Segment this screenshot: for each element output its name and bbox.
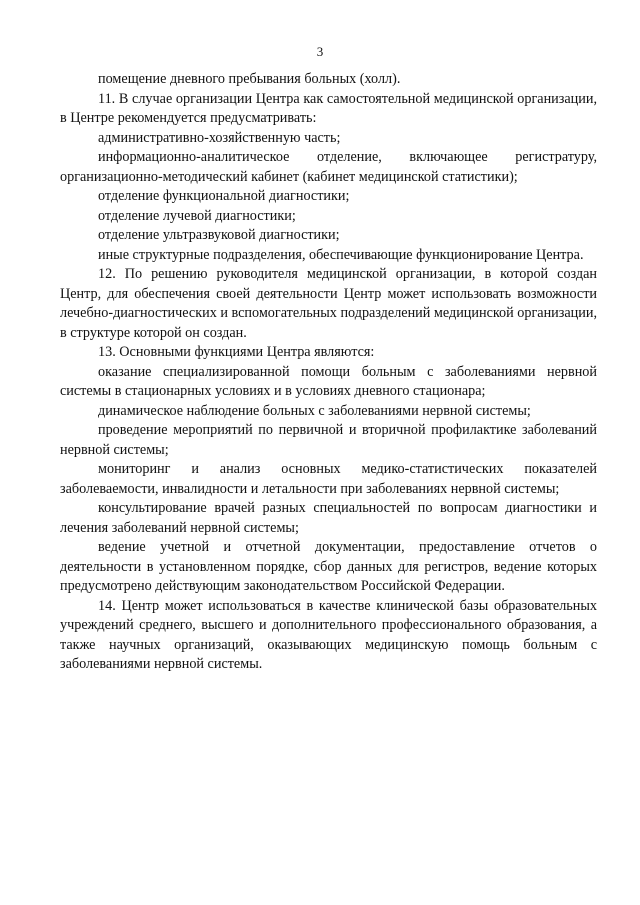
page-number: 3	[316, 44, 324, 59]
paragraph-item-11: 11. В случае организации Центра как самостоятельной медицинской организации, в Центре рекомендуется предусматривать:	[60, 90, 597, 126]
list-item: мониторинг и анализ основных медико-статистических показателей заболеваемости, инвалидности и летальности при заболеваниях нервной системы;	[60, 461, 597, 497]
document-body	[60, 70, 597, 675]
list-item: иные структурные подразделения, обеспечивающие функционирование Центра.	[98, 246, 584, 263]
list-item: оказание специализированной помощи больным с заболеваниями нервной системы в стационарных условиях и в условиях дневного стационара;	[60, 363, 597, 399]
paragraph-item-14: 14. Центр может использоваться в качестве клинической базы образовательных учреждений среднего, высшего и дополнительного профессионального образования, а также научных организаций, оказывающих медицинскую помощь больным с заболеваниями нервной системы.	[60, 597, 597, 672]
list-item: ведение учетной и отчетной документации, предоставление отчетов о деятельности в установленном порядке, сбор данных для регистров, ведение которых предусмотрено действующим законодательством Российской Федерации.	[60, 539, 597, 594]
list-item: отделение лучевой диагностики;	[98, 207, 296, 224]
list-item: консультирование врачей разных специальностей по вопросам диагностики и лечения заболеваний нервной системы;	[60, 500, 597, 536]
list-item: проведение мероприятий по первичной и вторичной профилактике заболеваний нервной системы;	[60, 422, 597, 458]
paragraph-item-12: 12. По решению руководителя медицинской организации, в которой создан Центр, для обеспечения своей деятельности Центр может использовать возможности лечебно-диагностических и вспомогательных подразделений медицинской организации, в структуре которой он создан.	[60, 266, 597, 341]
list-item: отделение ультразвуковой диагностики;	[98, 227, 340, 243]
list-item: отделение функциональной диагностики;	[98, 188, 350, 204]
paragraph-hall: помещение дневного пребывания больных (холл).	[98, 71, 401, 87]
list-item: информационно-аналитическое отделение, включающее регистратуру, организационно-методический кабинет (кабинет медицинской статистики);	[60, 149, 597, 185]
paragraph-item-13: 13. Основными функциями Центра являются:	[98, 344, 375, 360]
list-item: административно-хозяйственную часть;	[98, 129, 341, 146]
list-item: динамическое наблюдение больных с заболеваниями нервной системы;	[98, 402, 531, 419]
